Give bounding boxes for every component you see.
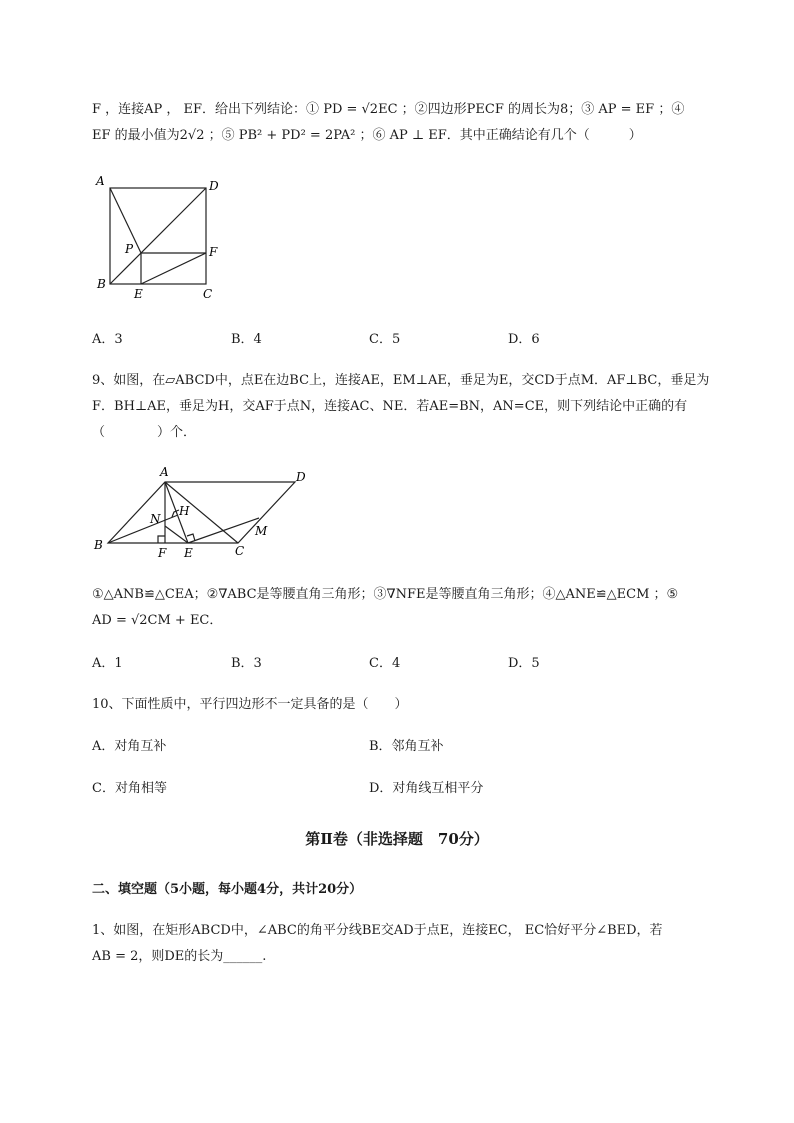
q9-option-d[interactable]: D．5 [508, 656, 540, 671]
fill-q1-line-1: 1、如图，在矩形ABCD中，∠ABC的角平分线BE交AD于点E，连接EC， EC恰好平分∠BED，若 [92, 923, 663, 938]
part-2-title: 第Ⅱ卷（非选择题 70分） [305, 830, 489, 848]
label-e: E [134, 287, 143, 301]
q9-option-c[interactable]: C．4 [369, 656, 401, 671]
label-b: B [94, 538, 103, 552]
label-h: H [179, 504, 190, 518]
label-c: C [203, 287, 213, 301]
q9-stem-line-3: （ ）个． [92, 425, 197, 440]
q8-option-b[interactable]: B．4 [231, 332, 262, 347]
q8-option-d[interactable]: D．6 [508, 332, 540, 347]
q8-option-a[interactable]: A．3 [92, 332, 123, 347]
label-p: P [125, 242, 134, 256]
right-angle-e [187, 534, 195, 541]
label-b: B [97, 277, 106, 291]
q8-square-figure [92, 172, 232, 302]
q8-stem-line-1: F ，连接AP ， EF．给出下列结论：① PD = √2EC ；②四边形PECF 的周长为8；③ AP = EF ；④ [92, 102, 685, 117]
label-a: A [96, 174, 105, 188]
label-e: E [184, 546, 193, 560]
q9-option-b[interactable]: B．3 [231, 656, 262, 671]
segment-ef [141, 253, 206, 284]
label-d: D [209, 179, 219, 193]
diagonal-bd [110, 188, 206, 284]
fill-in-section-heading: 二、填空题（5小题，每小题4分，共计20分） [92, 882, 363, 897]
q9-stem-line-2: F．BH⊥AE，垂足为H，交AF于点N，连接AC、NE．若AE=BN，AN=CE，则下列结论中正确的有 [92, 399, 688, 414]
q10-option-b[interactable]: B．邻角互补 [369, 739, 444, 754]
label-a: A [160, 465, 169, 479]
q10-stem: 10、下面性质中，平行四边形不一定具备的是（ ） [92, 697, 408, 712]
segment-bh [108, 515, 178, 543]
q10-option-c[interactable]: C．对角相等 [92, 781, 167, 796]
q9-statements-line-1: ①△ANB≌△CEA；②∇ABC是等腰直角三角形；③∇NFE是等腰直角三角形；④△ANE≌△ECM ；⑤ [92, 587, 679, 602]
label-d: D [296, 470, 306, 484]
q10-option-d[interactable]: D．对角线互相平分 [369, 781, 484, 796]
right-angle-f [158, 536, 165, 543]
label-f: F [209, 245, 218, 259]
label-n: N [150, 512, 161, 526]
fill-q1-line-2: AB = 2，则DE的长为______. [92, 949, 267, 964]
q10-option-a[interactable]: A．对角互补 [92, 739, 167, 754]
q9-parallelogram-figure [92, 460, 322, 565]
label-c: C [235, 544, 245, 558]
q8-option-c[interactable]: C．5 [369, 332, 401, 347]
q9-option-a[interactable]: A．1 [92, 656, 123, 671]
label-m: M [255, 524, 268, 538]
q9-stem-line-1: 9、如图，在▱ABCD中，点E在边BC上，连接AE，EM⊥AE，垂足为E，交CD于点M．AF⊥BC，垂足为 [92, 373, 710, 388]
q9-statements-line-2: AD = √2CM + EC． [92, 613, 223, 628]
segment-em [188, 518, 259, 543]
q8-stem-line-2: EF 的最小值为2√2 ；⑤ PB² + PD² = 2PA² ；⑥ AP ⊥ EF．其中正确结论有几个（ ） [92, 128, 642, 143]
label-f: F [158, 546, 167, 560]
